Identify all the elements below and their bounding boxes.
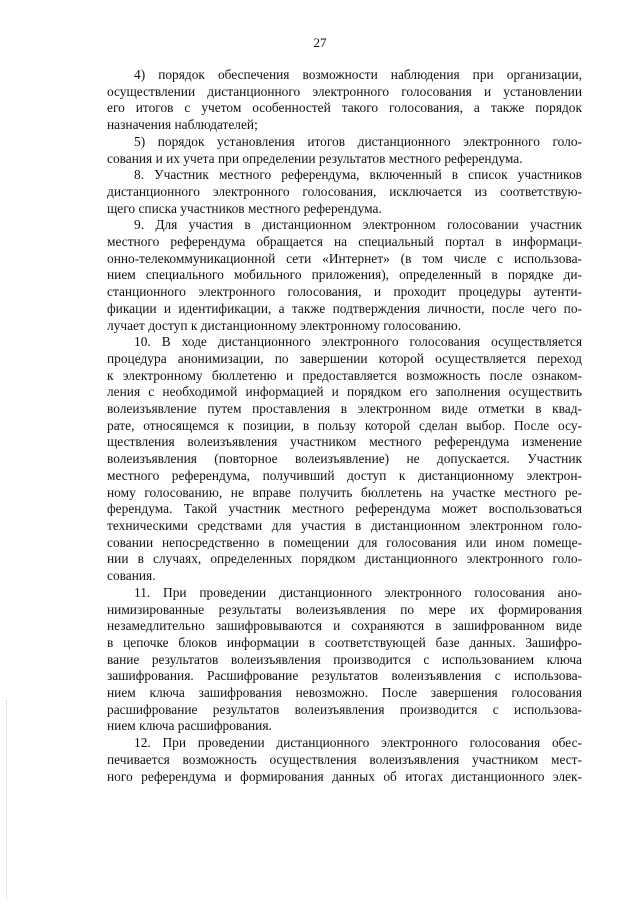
text-line: к электронному бюллетеню и предоставляется возможность после ознаком-: [107, 367, 582, 383]
text-line: сования и их учета при определении результатов местного референдума.: [107, 150, 523, 166]
text-line: печивается возможность осуществления волеизъявления участником мест-: [107, 751, 582, 767]
text-line: нимизированные результаты волеизъявления по мере их формирования: [107, 601, 582, 617]
text-line: зашифрования. Расшифрование результатов волеизъявления с использова-: [107, 668, 582, 684]
text-line: совании непосредственно в помещении для голосования или ином помеще-: [107, 534, 582, 550]
text-line: 4) порядок обеспечения возможности наблюдения при организации,: [134, 67, 582, 82]
text-line: дистанционного электронного голосования, исключается из соответствую-: [107, 183, 582, 199]
text-line: ного референдума и формирования данных об итогах дистанционного элек-: [107, 768, 582, 784]
paragraph-p8: [107, 167, 582, 217]
text-line: лучает доступ к дистанционному электронному голосованию.: [107, 317, 462, 333]
text-line: 11. При проведении дистанционного электронного голосования ано-: [134, 584, 582, 600]
paragraph-p10: [107, 334, 582, 585]
text-line: 10. В ходе дистанционного электронного голосования осуществляется: [134, 334, 582, 350]
paragraph-p12: [107, 735, 582, 785]
text-line: в цепочке блоков информации в соответствующей базе данных. Зашифро-: [107, 634, 582, 650]
text-line: назначения наблюдателей;: [107, 117, 258, 133]
text-line: ному голосованию, не вправе получить бюллетень на участке местного ре-: [107, 484, 582, 500]
text-line: нием ключа зашифрования невозможно. После завершения голосования: [107, 685, 582, 701]
paragraph-p5: [107, 134, 582, 167]
text-line: местного референдума, получивший доступ к дистанционному электрон-: [107, 467, 582, 483]
text-line: ления с необходимой информацией и порядком его заполнения осуществить: [107, 384, 582, 400]
text-line: нии в случаях, определенных порядком дистанционного электронного голо-: [107, 551, 582, 567]
text-line: 5) порядок установления итогов дистанционного электронного голо-: [134, 133, 582, 149]
text-line: нием специального мобильного приложения), определенный в порядке ди-: [107, 267, 582, 283]
text-line: расшифрование результатов волеизъявления производится с использова-: [107, 701, 582, 717]
text-line: сования.: [107, 568, 156, 584]
text-line: ферендума. Такой участник местного референдума может воспользоваться: [107, 501, 582, 517]
text-line: 9. Для участия в дистанционном электронном голосовании участник: [134, 217, 582, 233]
text-line: щего списка участников местного референдума.: [107, 200, 382, 216]
text-line: незамедлительно зашифровываются и сохраняются в зашифрованном виде: [107, 618, 582, 634]
text-line: вание результатов волеизъявления производится с использованием ключа: [107, 651, 582, 667]
text-line: ществления волеизъявления участником местного референдума изменение: [107, 434, 582, 450]
paragraph-p9: [107, 217, 582, 334]
page-number: 27: [313, 35, 327, 50]
text-line: станционного электронного голосования, и проходит процедуры аутенти-: [107, 284, 582, 300]
text-line: волеизъявление путем проставления в электронном виде отметки в квад-: [107, 401, 582, 417]
text-line: 12. При проведении дистанционного электронного голосования обес-: [134, 735, 582, 751]
paragraph-p4: [107, 67, 582, 134]
scan-edge-dots: [6, 700, 9, 900]
text-line: нием ключа расшифрования.: [107, 718, 272, 734]
text-line: техническими средствами для участия в дистанционном электронном голо-: [107, 517, 582, 533]
text-line: волеизъявления (повторное волеизъявление) не допускается. Участник: [107, 451, 582, 467]
paragraph-p11: [107, 585, 582, 735]
text-line: онно-телекоммуникационной сети «Интернет» (в том числе с использова-: [107, 250, 582, 266]
text-line: рате, относящемся к позиции, в пользу которой сделан выбор. После осу-: [107, 417, 582, 433]
text-line: местного референдума обращается на специальный портал в информаци-: [107, 234, 582, 250]
text-line: фикации и идентификации, а также подтверждения личности, после чего по-: [107, 300, 582, 316]
text-line: осуществлении дистанционного электронного голосования и установлении: [107, 83, 582, 99]
text-line: его итогов с учетом особенностей такого голосования, а также порядок: [107, 100, 582, 116]
text-line: 8. Участник местного референдума, включенный в список участников: [134, 167, 582, 183]
document-body: [107, 67, 582, 785]
text-line: процедура анонимизации, по завершении которой осуществляется переход: [107, 350, 582, 366]
